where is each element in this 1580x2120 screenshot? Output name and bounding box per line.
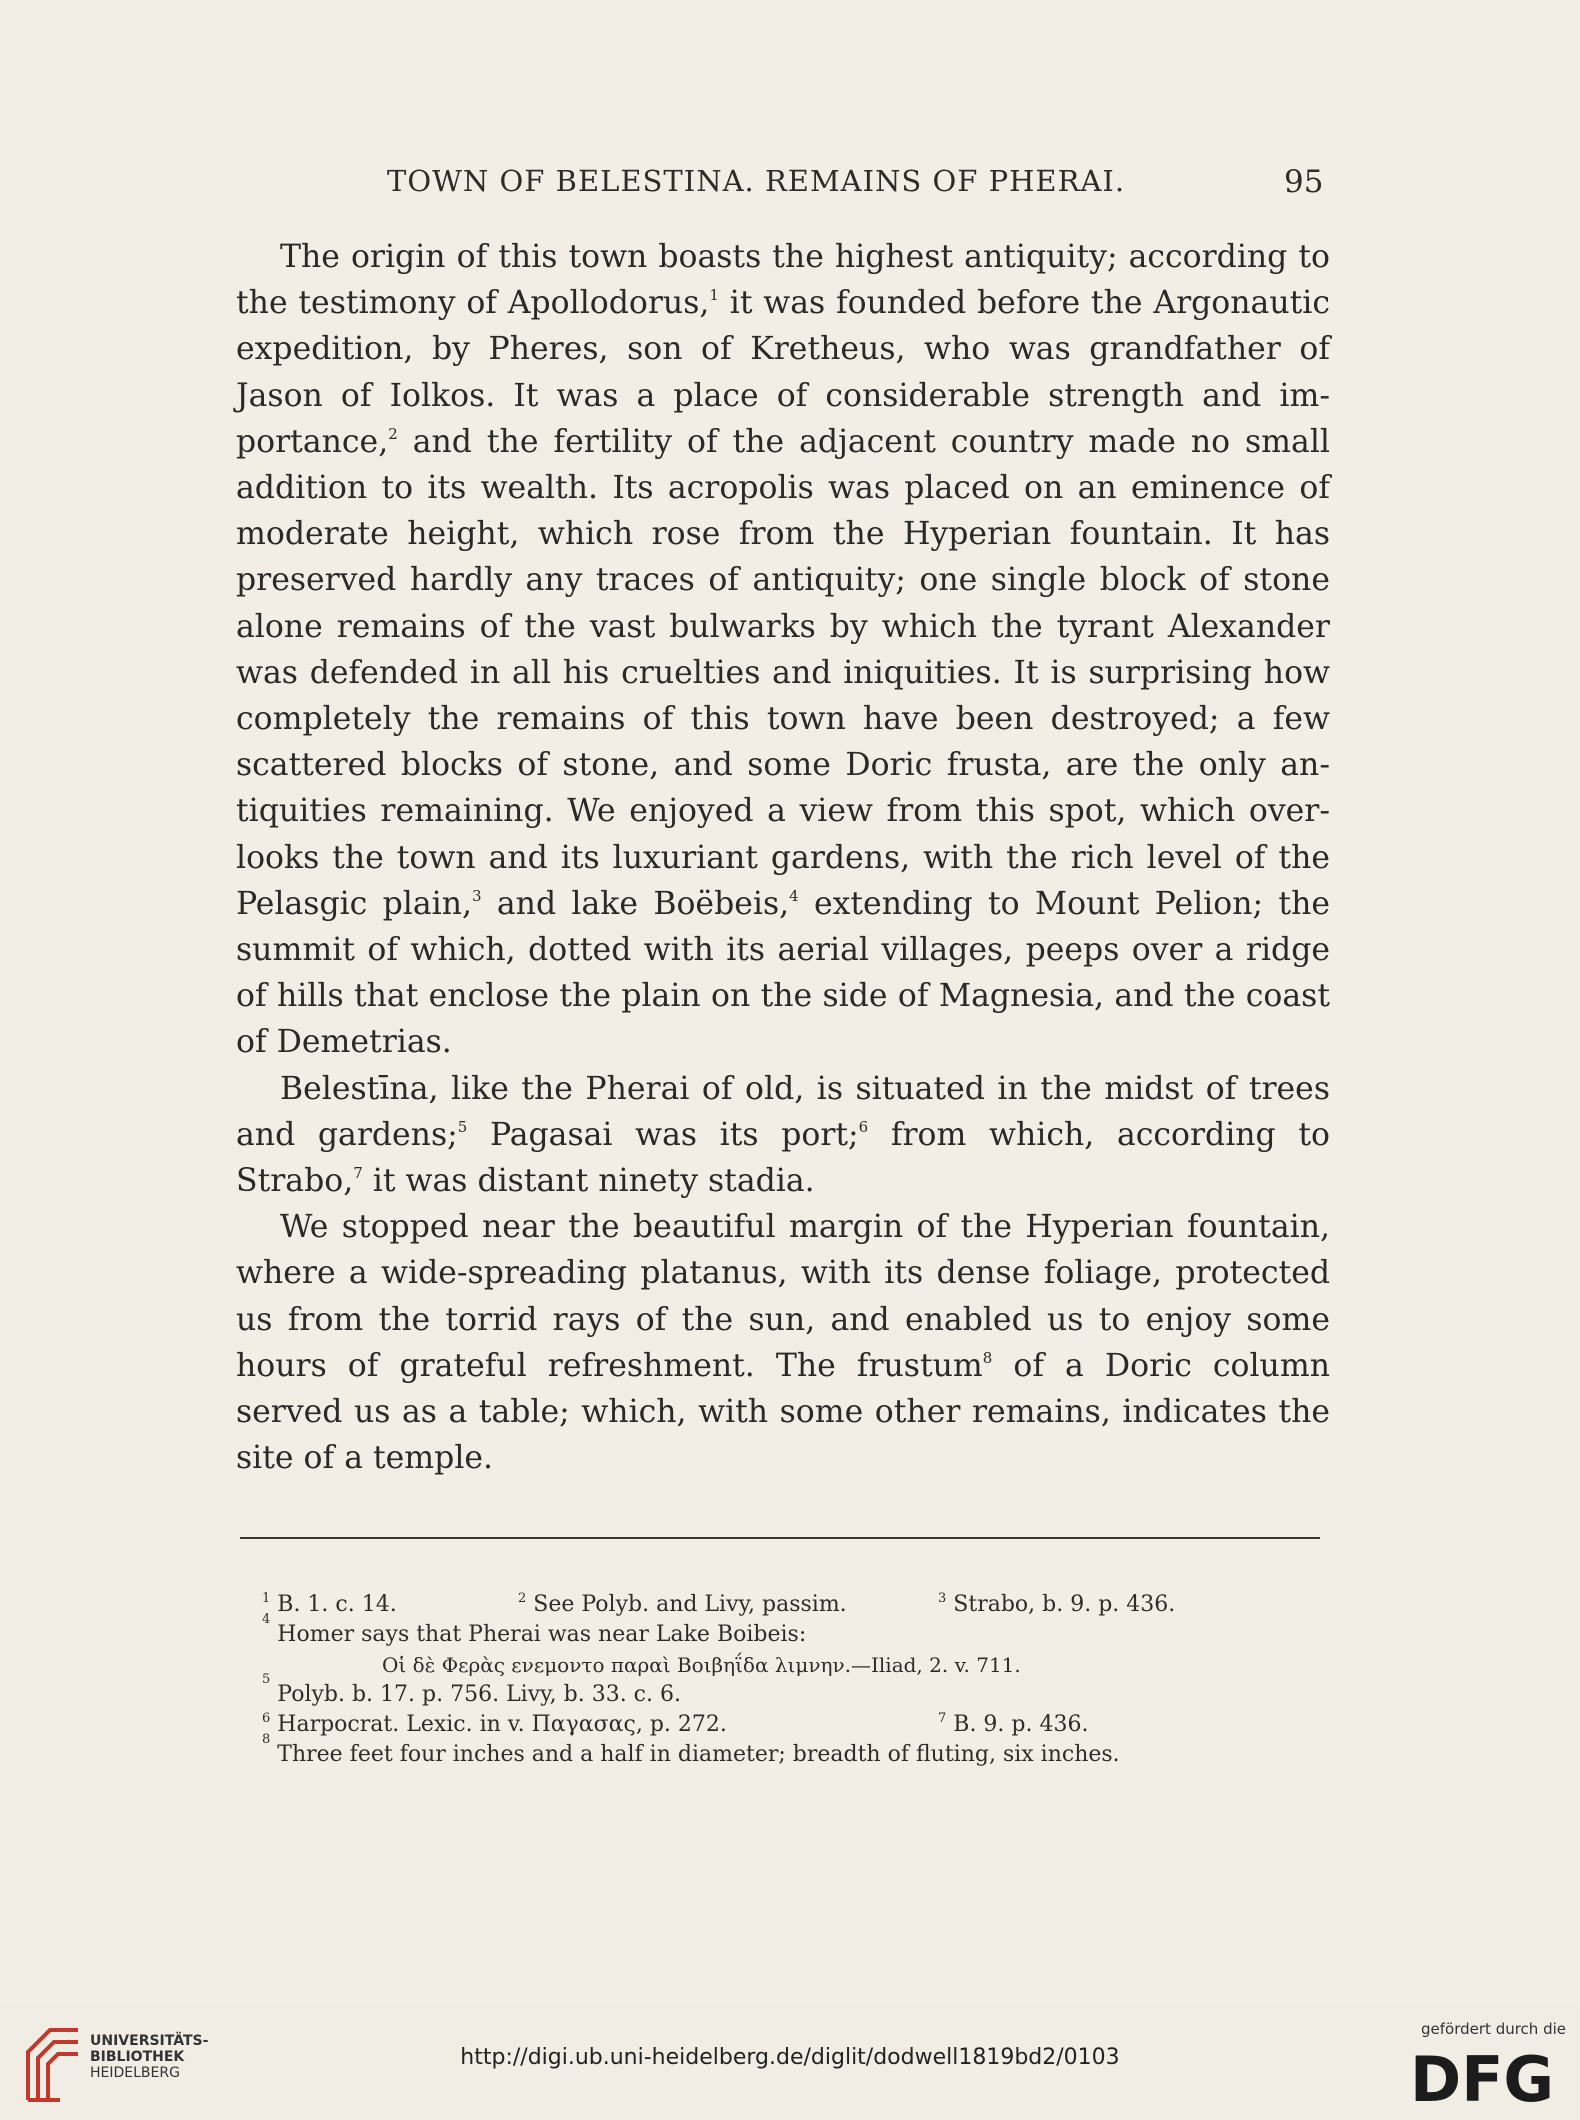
dfg-logo-text: DFG: [1410, 2045, 1554, 2109]
footnote-marker[interactable]: 7: [353, 1164, 363, 1183]
footnote-7: $^7$ B. 9. p. 436.: [938, 1711, 1089, 1737]
footnote-4-quote: Οἱ δὲ Φερὰς ενεμοντο παραὶ Βοιβηΐδα λιμνην.—Iliad, 2. v. 711.: [382, 1653, 1021, 1677]
document-url-link[interactable]: http://digi.ub.uni-heidelberg.de/diglit/dodwell1819bd2/0103: [460, 2045, 1120, 2070]
paragraph: The origin of this town boasts the highest antiquity; according to the testimony of Apollodorus,$^1$ it was founded before the Argonautic expedition, by Pheres, son of Kretheus, who was grandfather of Jason of Iolkos. It was a place of considerable strength and importance,$^2$ and the fertility of the adjacent country made no small addition to its wealth. Its acropolis was placed on an eminence of moderate height, which rose from the Hyperian fountain. It has preserved hardly any traces of antiquity; one single block of stone alone remains of the vast bulwarks by which the tyrant Alexander was defended in all his cruelties and iniquities. It is surprising how completely the remains of this town have been destroyed; a few scattered blocks of stone, and some Doric frusta, are the only antiquities remaining. We enjoyed a view from this spot, which overlooks the town and its luxuriant gardens, with the rich level of the Pelasgic plain,$^3$ and lake Boëbeis,$^4$ extending to Mount Pelion; the summit of which, dotted with its aerial villages, peeps over a ridge of hills that enclose the plain on the side of Magnesia, and the coast of Demetrias.: [236, 239, 1331, 1061]
viewer-footer: [0, 2005, 1580, 2120]
paragraph: Belestīna, like the Pherai of old, is situated in the midst of trees and gardens;$^5$ Pagasai was its port;$^6$ from which, according to Strabo,$^7$ it was distant ninety stadia.: [236, 1070, 1330, 1200]
footnote-marker[interactable]: 1: [709, 286, 719, 305]
footnote-marker[interactable]: 5: [457, 1117, 468, 1136]
footnote-rule: [240, 1537, 1320, 1539]
paragraph: We stopped near the beautiful margin of the Hyperian fountain, where a wide-spreading platanus, with its dense foliage, protected us from the torrid rays of the sun, and enabled us to enjoy some hours of grateful refreshment. The frustum$^8$ of a Doric column served us as a table; which, with some other remains, indicates the site of a temple.: [236, 1209, 1331, 1477]
page-number: 95: [1284, 164, 1324, 200]
sponsor-note: gefördert durch die: [1421, 2020, 1566, 2038]
footnote-marker[interactable]: 2: [388, 424, 398, 443]
footnote-6: $^6$ Harpocrat. Lexic. in v. Παγασας, p. 272.: [262, 1711, 727, 1737]
footnote-marker[interactable]: 8: [982, 1348, 993, 1367]
footnote-4: 4 Homer says that Pherai was near Lake Boibeis:: [262, 1612, 807, 1647]
footnote-8: 8 Three feet four inches and a half in diameter; breadth of fluting, six inches.: [262, 1732, 1120, 1767]
library-name: UNIVERSITÄTS- BIBLIOTHEK HEIDELBERG: [90, 2033, 209, 2081]
running-title: TOWN OF BELESTINA. REMAINS OF PHERAI.: [387, 164, 1126, 198]
dfg-logo-icon[interactable]: [1408, 2045, 1558, 2109]
footnote-5: 5 Polyb. b. 17. p. 756. Livy, b. 33. c. 6.: [262, 1672, 681, 1707]
footnote-2: $^2$ See Polyb. and Livy, passim.: [518, 1591, 847, 1617]
body-text: [236, 234, 1330, 1481]
footnote-1: $^1$ B. 1. c. 14.: [262, 1591, 397, 1617]
footnotes: [262, 1590, 1262, 1770]
footnote-marker[interactable]: 3: [472, 886, 482, 905]
footnote-marker[interactable]: 4: [789, 886, 799, 905]
footnote-row: [262, 1590, 1262, 1620]
footnote-marker[interactable]: 6: [858, 1117, 869, 1136]
footnote-3: $^3$ Strabo, b. 9. p. 436.: [938, 1591, 1176, 1617]
footnote-row: [262, 1710, 1262, 1740]
